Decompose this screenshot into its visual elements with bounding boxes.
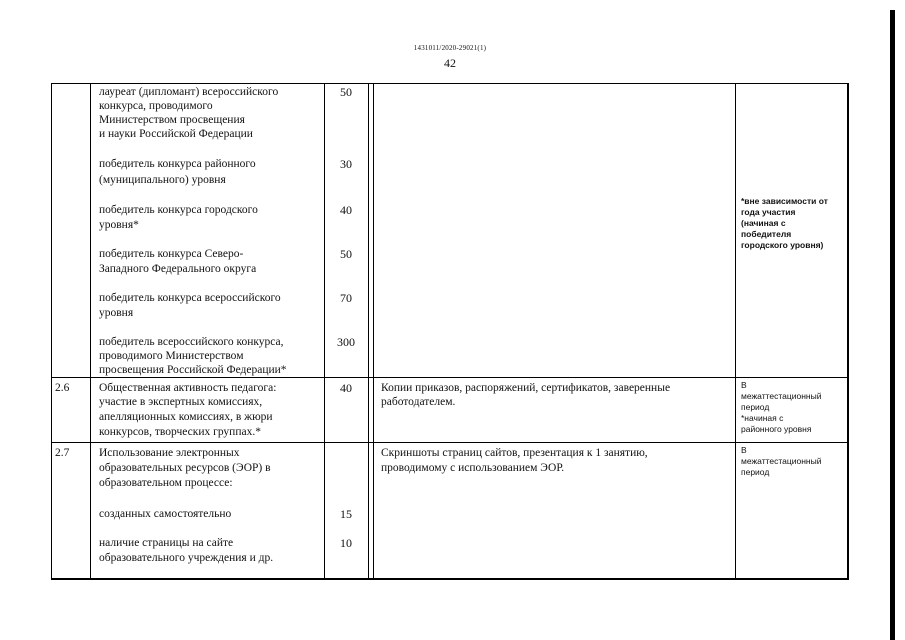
criterion-text: победитель конкурса всероссийского (99, 292, 281, 304)
criterion-text: победитель конкурса Северо- (99, 248, 244, 260)
table-border-bottom (51, 578, 849, 580)
criteria-table (51, 83, 849, 580)
criterion-text: участие в экспертных комиссиях, (99, 396, 263, 408)
criterion-text: Западного Федерального округа (99, 263, 257, 275)
criterion-text: образовательных ресурсов (ЭОР) в (99, 462, 271, 474)
note-line: победителя (741, 229, 792, 239)
table-border-left (51, 83, 52, 580)
criterion-text: конкурсов, творческих группах.* (99, 426, 261, 438)
document-id: 1431011/2020-29021(1) (413, 44, 487, 52)
criterion-text: Министерством просвещения (99, 114, 245, 126)
criterion-text: апелляционных комиссиях, в жюри (99, 411, 273, 423)
col-divider-evidence (735, 83, 736, 580)
criterion-text: Использование электронных (99, 447, 240, 459)
points-value: 50 (340, 247, 352, 261)
points-value: 30 (340, 157, 352, 171)
col-divider-number (90, 83, 91, 580)
points-value: 40 (340, 381, 352, 395)
points-value: 300 (337, 335, 355, 349)
criterion-text: наличие страницы на сайте (99, 537, 234, 549)
evidence-text: проводимому с использованием ЭОР. (381, 462, 565, 474)
page-number: 42 (444, 56, 456, 70)
note-line: *начиная с (741, 413, 784, 423)
criterion-text: Общественная активность педагога: (99, 382, 277, 394)
points-value: 40 (340, 203, 352, 217)
note-line: (начиная с (741, 218, 786, 228)
criterion-text: уровня* (99, 219, 139, 231)
note-line: период (741, 467, 770, 477)
criterion-text: образовательного учреждения и др. (99, 552, 274, 564)
criterion-text: победитель конкурса городского (99, 204, 258, 216)
row-number: 2.6 (55, 382, 70, 394)
note-line: года участия (741, 207, 796, 217)
col-divider-points (368, 83, 369, 580)
scan-edge-bar (890, 10, 895, 640)
table-border-right (847, 83, 849, 580)
criterion-text: проводимого Министерством (99, 350, 244, 362)
points-value: 10 (340, 536, 352, 550)
points-value: 70 (340, 291, 352, 305)
criterion-text: лауреат (дипломант) всероссийского (99, 86, 279, 98)
criterion-text: образовательном процессе: (99, 477, 233, 489)
row-divider-2-7 (51, 442, 849, 443)
criterion-text: и науки Российской Федерации (99, 128, 253, 140)
col-divider-criterion (324, 83, 325, 580)
criterion-text: уровня (99, 307, 134, 319)
evidence-text: Скриншоты страниц сайтов, презентация к 1 занятию, (381, 447, 648, 459)
note-line: районного уровня (741, 424, 812, 434)
note-line: В (741, 380, 747, 390)
criterion-text: победитель конкурса районного (99, 158, 256, 170)
col-divider-points-double (373, 83, 374, 580)
criterion-text: созданных самостоятельно (99, 508, 232, 520)
table-border-top (51, 83, 849, 84)
points-value: 50 (340, 85, 352, 99)
row-number: 2.7 (55, 447, 70, 459)
points-value: 15 (340, 507, 352, 521)
criterion-text: конкурса, проводимого (99, 100, 213, 112)
note-line: межаттестационный (741, 456, 822, 466)
row-divider-2-6 (51, 377, 849, 378)
note-line: межаттестационный (741, 391, 822, 401)
evidence-text: работодателем. (381, 396, 456, 408)
note-line: городского уровня) (741, 240, 824, 250)
criterion-text: просвещения Российской Федерации* (99, 364, 287, 376)
criterion-text: победитель всероссийского конкурса, (99, 336, 284, 348)
note-line: *вне зависимости от (741, 196, 828, 206)
criterion-text: (муниципального) уровня (99, 174, 226, 186)
note-line: период (741, 402, 770, 412)
note-line: В (741, 445, 747, 455)
evidence-text: Копии приказов, распоряжений, сертификатов, заверенные (381, 382, 671, 394)
